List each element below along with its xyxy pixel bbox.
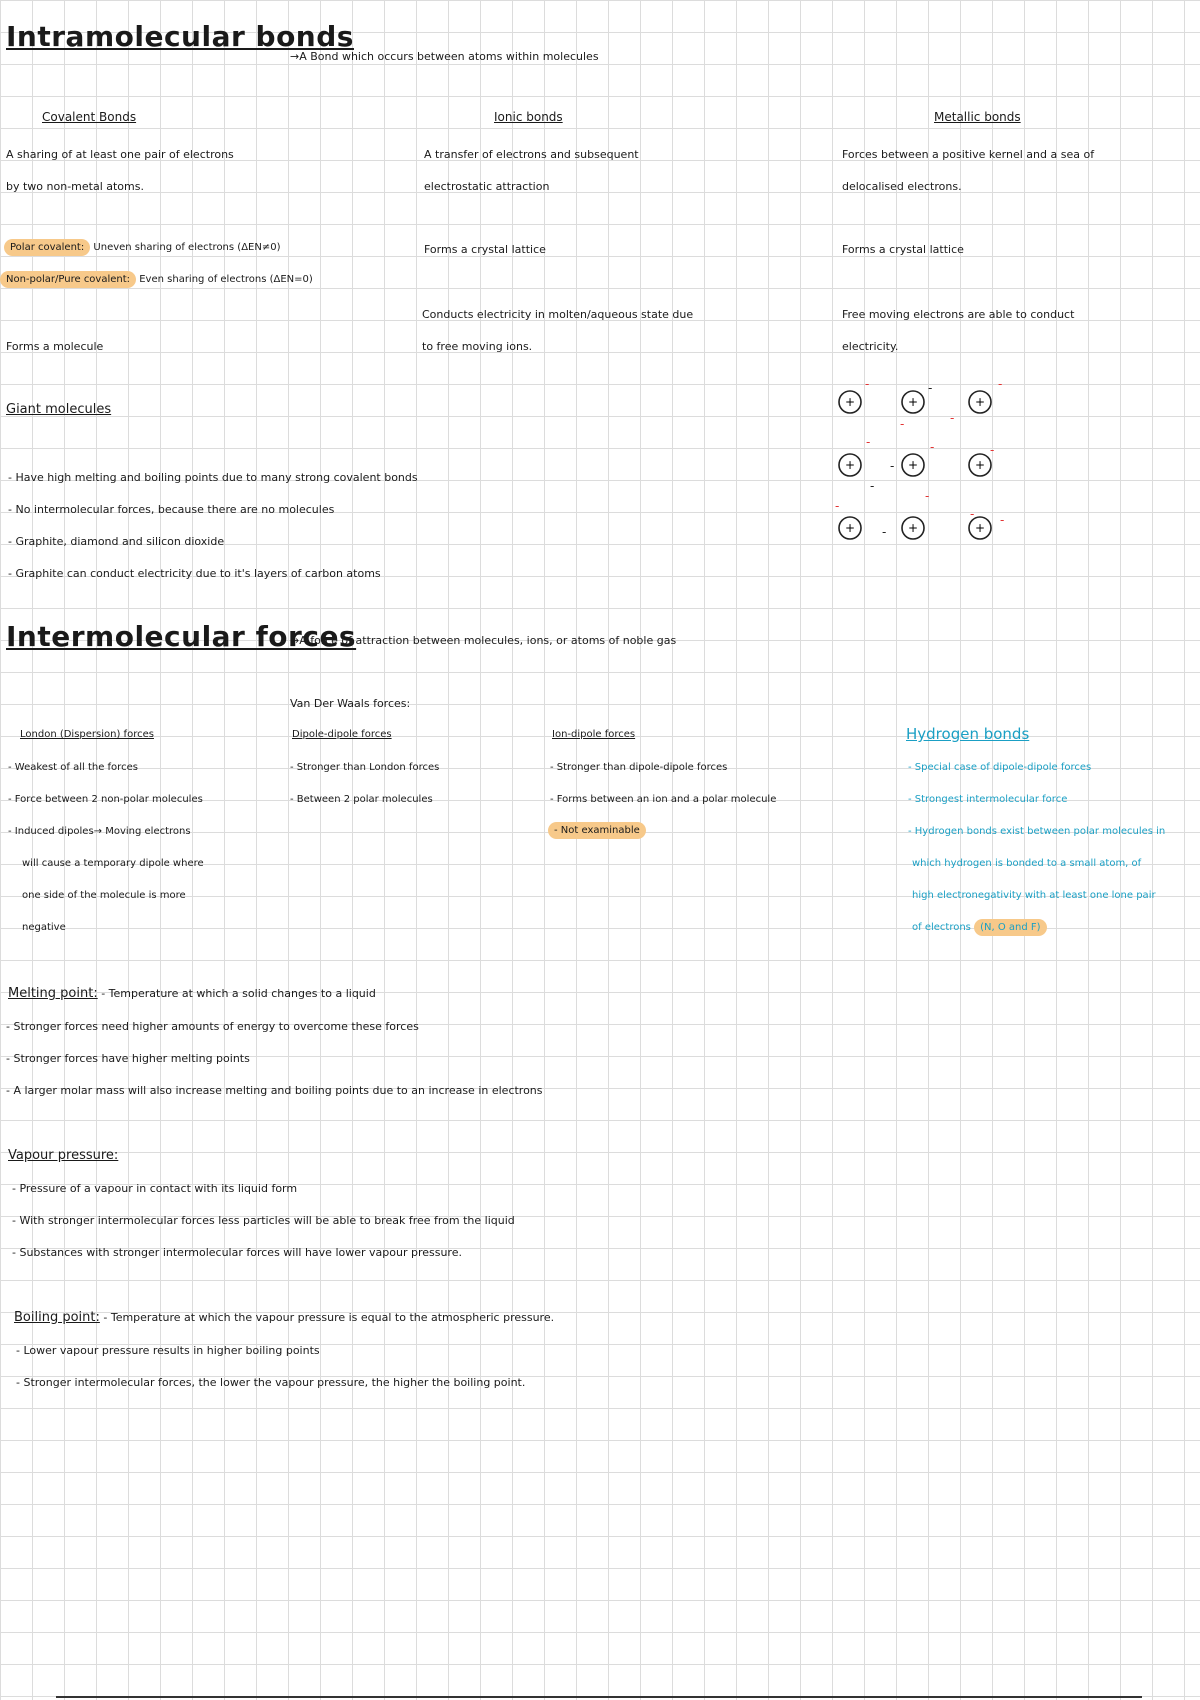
giant-molecules-heading: Giant molecules	[6, 402, 112, 417]
hydrogen-item-1: - Special case of dipole-dipole forces	[908, 762, 1092, 773]
covalent-line-1: A sharing of at least one pair of electrons	[6, 148, 234, 161]
svg-text:+: +	[907, 395, 919, 409]
giant-item-2: - No intermolecular forces, because there are no molecules	[8, 503, 335, 516]
hydrogen-item-6: of electrons	[912, 922, 971, 933]
positive-kernel	[969, 391, 991, 413]
dipole-heading: Dipole-dipole forces	[292, 729, 392, 740]
melting-point-row	[8, 986, 376, 1001]
delocalised-electron: -	[970, 507, 975, 521]
boiling-point-row	[14, 1310, 554, 1325]
ionic-conduct-line-1: Conducts electricity in molten/aqueous state due	[422, 308, 694, 321]
giant-item-3: - Graphite, diamond and silicon dioxide	[8, 535, 225, 548]
ionic-forms: Forms a crystal lattice	[424, 243, 546, 256]
hydrogen-item-5: high electronegativity with at least one lone pair	[912, 890, 1156, 901]
london-item-3: - Induced dipoles→ Moving electrons	[8, 826, 191, 837]
hydrogen-item-3: - Hydrogen bonds exist between polar molecules in	[908, 826, 1166, 837]
delocalised-electron: -	[1000, 513, 1005, 527]
positive-kernel	[902, 454, 924, 476]
svg-text:+: +	[907, 521, 919, 535]
ionic-heading: Ionic bonds	[494, 110, 563, 124]
positive-kernel	[902, 391, 924, 413]
vapour-item-1: - Pressure of a vapour in contact with its liquid form	[12, 1182, 298, 1195]
polar-covalent-label: Polar covalent:	[4, 239, 90, 256]
svg-text:+: +	[907, 458, 919, 472]
intramolecular-note: →A Bond which occurs between atoms within molecules	[290, 50, 599, 63]
svg-text:+: +	[844, 458, 856, 472]
not-examinable-row	[548, 825, 646, 836]
hydrogen-nof-badge: (N, O and F)	[974, 919, 1046, 936]
ion-dipole-list	[550, 752, 776, 816]
metallic-conduct-line-2: electricity.	[842, 340, 899, 353]
delocalised-electron: -	[998, 378, 1003, 391]
hydrogen-item-6-row	[908, 912, 1165, 944]
london-list	[8, 752, 204, 944]
dipole-list	[290, 752, 439, 816]
nonpolar-covalent-row	[0, 274, 313, 285]
intermolecular-title: Intermolecular forces	[6, 620, 357, 653]
ionic-conduct-line-2: to free moving ions.	[422, 340, 533, 353]
delocalised-electron: -	[865, 378, 870, 391]
delocalised-electron: -	[928, 381, 933, 395]
ion-dipole-item-1: - Stronger than dipole-dipole forces	[550, 762, 728, 773]
intramolecular-title: Intramolecular bonds	[6, 20, 354, 53]
positive-kernel	[969, 454, 991, 476]
positive-kernel	[902, 517, 924, 539]
ionic-definition	[424, 139, 639, 203]
page-bottom-rule	[56, 1696, 1142, 1698]
giant-molecules-list	[8, 462, 418, 590]
svg-text:+: +	[974, 521, 986, 535]
ionic-line-1: A transfer of electrons and subsequent	[424, 148, 639, 161]
covalent-heading: Covalent Bonds	[42, 110, 137, 124]
melting-point-heading: Melting point:	[8, 986, 98, 1001]
polar-covalent-text: Uneven sharing of electrons (ΔEN≠0)	[93, 242, 281, 253]
covalent-line-2: by two non-metal atoms.	[6, 180, 144, 193]
metallic-forms: Forms a crystal lattice	[842, 243, 964, 256]
london-item-2: - Force between 2 non-polar molecules	[8, 794, 203, 805]
metallic-line-1: Forces between a positive kernel and a sea of	[842, 148, 1095, 161]
london-item-5: one side of the molecule is more	[22, 890, 186, 901]
boiling-item-1: - Lower vapour pressure results in higher boiling points	[16, 1344, 320, 1357]
metallic-heading: Metallic bonds	[934, 110, 1021, 124]
giant-item-1: - Have high melting and boiling points due to many strong covalent bonds	[8, 471, 418, 484]
delocalised-electron: -	[925, 489, 930, 503]
nonpolar-covalent-label: Non-polar/Pure covalent:	[0, 271, 136, 288]
covalent-definition	[6, 139, 234, 203]
vapour-pressure-heading: Vapour pressure:	[8, 1148, 119, 1163]
hydrogen-item-4: which hydrogen is bonded to a small atom, of	[912, 858, 1142, 869]
vapour-item-2: - With stronger intermolecular forces less particles will be able to break free from the liquid	[12, 1214, 515, 1227]
melting-item-2: - Stronger forces have higher melting points	[6, 1052, 250, 1065]
covalent-forms: Forms a molecule	[6, 340, 104, 353]
delocalised-electron: -	[900, 417, 905, 431]
delocalised-electron: -	[930, 440, 935, 454]
svg-text:+: +	[844, 521, 856, 535]
metallic-definition	[842, 139, 1094, 203]
london-item-4: will cause a temporary dipole where	[22, 858, 204, 869]
positive-kernel	[839, 391, 861, 413]
ionic-conduct	[422, 299, 693, 363]
delocalised-electron: -	[870, 479, 875, 493]
giant-item-4: - Graphite can conduct electricity due to it's layers of carbon atoms	[8, 567, 381, 580]
boiling-point-heading: Boiling point:	[14, 1310, 100, 1325]
svg-text:+: +	[974, 458, 986, 472]
delocalised-electron: -	[990, 443, 995, 457]
nonpolar-covalent-text: Even sharing of electrons (ΔEN=0)	[139, 274, 313, 285]
metallic-conduct	[842, 299, 1074, 363]
melting-item-3: - A larger molar mass will also increase melting and boiling points due to an increase in electrons	[6, 1084, 543, 1097]
svg-text:+: +	[974, 395, 986, 409]
delocalised-electron: -	[835, 499, 840, 513]
polar-covalent-row	[4, 242, 280, 253]
hydrogen-item-2: - Strongest intermolecular force	[908, 794, 1068, 805]
hydrogen-bonds-list	[908, 752, 1165, 944]
london-item-1: - Weakest of all the forces	[8, 762, 138, 773]
delocalised-electron: -	[866, 435, 871, 449]
delocalised-electron: -	[890, 459, 895, 473]
london-heading: London (Dispersion) forces	[20, 729, 154, 740]
metallic-conduct-line-1: Free moving electrons are able to conduct	[842, 308, 1075, 321]
ion-dipole-heading: Ion-dipole forces	[552, 729, 636, 740]
svg-text:+: +	[844, 395, 856, 409]
hydrogen-bonds-heading: Hydrogen bonds	[906, 725, 1030, 743]
positive-kernel	[839, 454, 861, 476]
delocalised-electron: -	[882, 525, 887, 539]
melting-point-list	[6, 1011, 543, 1107]
melting-item-1: - Stronger forces need higher amounts of energy to overcome these forces	[6, 1020, 419, 1033]
melting-point-def: - Temperature at which a solid changes to a liquid	[101, 987, 376, 1000]
not-examinable-badge: - Not examinable	[548, 822, 646, 839]
vapour-item-3: - Substances with stronger intermolecular forces will have lower vapour pressure.	[12, 1246, 462, 1259]
ionic-line-2: electrostatic attraction	[424, 180, 550, 193]
vapour-pressure-list	[12, 1173, 515, 1269]
london-item-6: negative	[22, 922, 66, 933]
boiling-point-list	[16, 1335, 525, 1399]
ion-dipole-item-2: - Forms between an ion and a polar molecule	[550, 794, 777, 805]
boiling-item-2: - Stronger intermolecular forces, the lower the vapour pressure, the higher the boiling point.	[16, 1376, 526, 1389]
dipole-item-2: - Between 2 polar molecules	[290, 794, 433, 805]
delocalised-electron: -	[950, 411, 955, 425]
intermolecular-note: →A force of attraction between molecules, ions, or atoms of noble gas	[290, 634, 677, 647]
metallic-line-2: delocalised electrons.	[842, 180, 962, 193]
dipole-item-1: - Stronger than London forces	[290, 762, 440, 773]
metallic-lattice-diagram	[830, 378, 1030, 548]
boiling-point-def: - Temperature at which the vapour pressure is equal to the atmospheric pressure.	[103, 1311, 555, 1324]
van-der-waals-label: Van Der Waals forces:	[290, 697, 411, 710]
positive-kernel	[839, 517, 861, 539]
